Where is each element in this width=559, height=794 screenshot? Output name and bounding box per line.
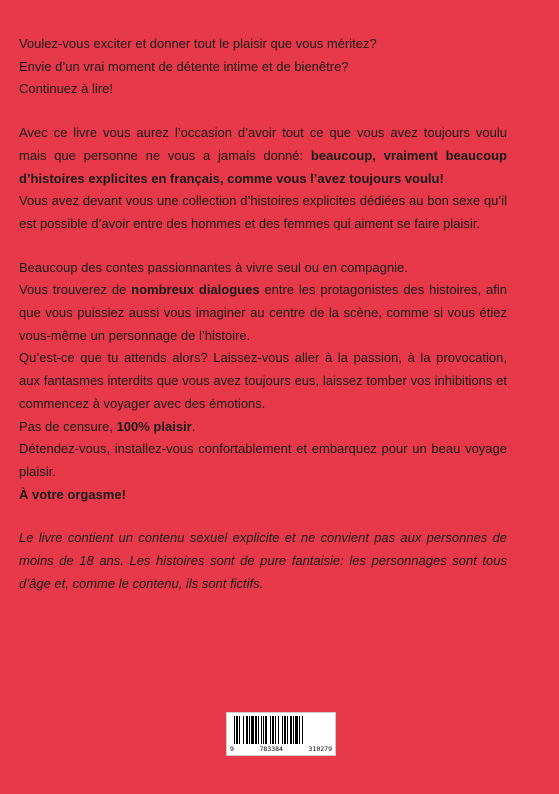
barcode-bar bbox=[249, 716, 250, 744]
paragraph-book-offer bbox=[19, 122, 507, 190]
spacer bbox=[19, 101, 507, 122]
barcode-bar bbox=[251, 716, 254, 744]
paragraph-no-censorship bbox=[19, 416, 507, 439]
barcode-bar bbox=[282, 716, 283, 744]
offer-bold-text: beaucoup, vraiment beaucoup d’histoires explicites en français, comme vous l’avez toujours voulu! bbox=[19, 147, 507, 186]
back-cover-text bbox=[19, 33, 507, 595]
barcode-bar bbox=[236, 716, 238, 744]
paragraph-tales: Beaucoup des contes passionnantes à vivre seul ou en compagnie. bbox=[19, 259, 408, 275]
barcode-digits bbox=[230, 745, 332, 753]
offer-text: Avec ce livre vous aurez l’occasion d’avoir tout ce que vous avez toujours voulu mais que personne ne vous a jamais donné: bbox=[19, 125, 507, 163]
barcode-bar bbox=[295, 716, 298, 744]
censorship-text-a: Pas de censure, bbox=[19, 418, 117, 434]
dialogues-bold: nombreux dialogues bbox=[131, 282, 260, 298]
censorship-bold: 100% plaisir bbox=[116, 418, 192, 434]
intro-line-2: Envie d’un vrai moment de détente intime et de bienêtre? bbox=[19, 58, 349, 74]
barcode-bar bbox=[290, 716, 292, 744]
barcode-bar bbox=[246, 716, 248, 744]
intro-line-1: Voulez-vous exciter et donner tout le plaisir que vous méritez? bbox=[19, 36, 377, 51]
barcode-bar bbox=[258, 716, 259, 744]
spacer bbox=[19, 236, 507, 257]
barcode-bar bbox=[302, 716, 303, 744]
barcode-bar bbox=[261, 716, 262, 744]
barcode-bar bbox=[255, 716, 257, 744]
disclaimer: Le livre contient un contenu sexuel explicite et ne convient pas aux personnes de moins de 18 ans. Les histoires sont de pure fantaisie: les personnages sont tous d’âge et, comme le contenu, ils sont fictifs. bbox=[19, 530, 507, 591]
barcode-digit-first: 9 bbox=[230, 745, 234, 753]
closing-line: À votre orgasme! bbox=[19, 486, 126, 502]
barcode-digit-group-2: 310279 bbox=[308, 745, 332, 753]
barcode-bar bbox=[278, 716, 279, 744]
barcode-bar bbox=[287, 716, 288, 744]
barcode-digit-group-1: 783384 bbox=[259, 745, 283, 753]
barcode-bar bbox=[270, 716, 271, 744]
paragraph-relax: Détendez-vous, installez-vous confortablement et embarquez pour un beau voyage plaisir. bbox=[19, 441, 507, 479]
barcode-bars bbox=[230, 716, 332, 744]
isbn-barcode bbox=[226, 712, 336, 756]
barcode-bar bbox=[243, 716, 244, 744]
barcode-bar bbox=[265, 716, 267, 744]
barcode-bar bbox=[299, 716, 300, 744]
barcode-bar bbox=[239, 716, 240, 744]
barcode-bar bbox=[275, 716, 276, 744]
paragraph-dialogues bbox=[19, 279, 507, 347]
censorship-text-b: . bbox=[191, 418, 196, 434]
paragraph-passion: Qu’est-ce que tu attends alors? Laissez-vous aller à la passion, à la provocation, aux fantasmes interdits que vous avez toujours eus, laissez tomber vos inhibitions et commencez à voyager avec des émotions. bbox=[19, 350, 507, 411]
dialogues-text-a: Vous trouverez de bbox=[19, 282, 132, 298]
spacer bbox=[19, 506, 507, 527]
barcode-bar bbox=[293, 716, 294, 744]
barcode-bar bbox=[263, 716, 264, 744]
paragraph-collection: Vous avez devant vous une collection d’histoires explicites dédiées au bon sexe qu’il est possible d’avoir entre des hommes et des femmes qui aiment se faire plaisir. bbox=[19, 193, 507, 231]
barcode-bar bbox=[284, 716, 286, 744]
intro-line-3: Continuez à lire! bbox=[19, 81, 113, 97]
barcode-bar bbox=[272, 716, 274, 744]
dialogues-text-b: entre les protagonistes des histoires, afin que vous puissiez aussi vous imaginer au centre de la scène, comme si vous étiez vous-même un personnage de l’histoire. bbox=[19, 282, 507, 343]
barcode-bar bbox=[234, 716, 235, 744]
